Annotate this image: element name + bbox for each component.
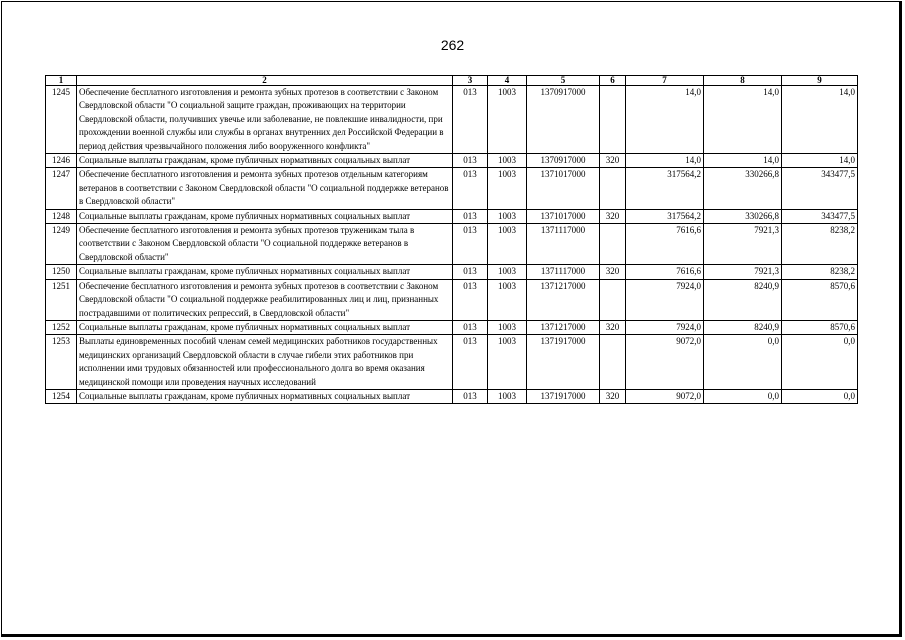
- expense-type-cell: 320: [600, 320, 626, 334]
- amount-year3-cell: 8238,2: [782, 224, 858, 265]
- target-article-cell: 1371917000: [527, 389, 600, 403]
- amount-year1-cell: 9072,0: [626, 335, 704, 390]
- table-row: [46, 279, 858, 320]
- amount-year3-cell: 343477,5: [782, 209, 858, 223]
- expense-type-cell: 320: [600, 265, 626, 279]
- row-number-cell: 1245: [46, 86, 77, 154]
- section-code-cell: 1003: [488, 389, 527, 403]
- row-number-cell: 1252: [46, 320, 77, 334]
- ministry-code-cell: 013: [453, 86, 488, 154]
- row-number-cell: 1249: [46, 224, 77, 265]
- amount-year3-cell: 14,0: [782, 86, 858, 154]
- row-name-cell: Обеспечение бесплатного изготовления и ремонта зубных протезов в соответствии с Законом Свердловской области "О социальной поддержке реабилитированных лиц и лиц, признанных пострадавшими от политических репрессий, в Свердловской области": [77, 279, 453, 320]
- header-cell: 2: [77, 76, 453, 86]
- amount-year2-cell: 8240,9: [704, 279, 782, 320]
- target-article-cell: 1371117000: [527, 265, 600, 279]
- expense-type-cell: 320: [600, 154, 626, 168]
- row-number-cell: 1250: [46, 265, 77, 279]
- amount-year2-cell: 14,0: [704, 86, 782, 154]
- row-name-cell: Обеспечение бесплатного изготовления и ремонта зубных протезов отдельным категориям ветеранов в соответствии с Законом Свердловской области "О социальной поддержке ветеранов в Свердловской области": [77, 168, 453, 209]
- table-header-row: [46, 76, 858, 86]
- amount-year3-cell: 343477,5: [782, 168, 858, 209]
- expense-type-cell: 320: [600, 209, 626, 223]
- row-name-cell: Социальные выплаты гражданам, кроме публичных нормативных социальных выплат: [77, 154, 453, 168]
- expense-type-cell: [600, 279, 626, 320]
- header-cell: 5: [527, 76, 600, 86]
- ministry-code-cell: 013: [453, 389, 488, 403]
- row-number-cell: 1254: [46, 389, 77, 403]
- header-cell: 6: [600, 76, 626, 86]
- expense-type-cell: [600, 224, 626, 265]
- ministry-code-cell: 013: [453, 320, 488, 334]
- amount-year1-cell: 7616,6: [626, 224, 704, 265]
- target-article-cell: 1371017000: [527, 209, 600, 223]
- row-name-cell: Обеспечение бесплатного изготовления и ремонта зубных протезов труженикам тыла в соответствии с Законом Свердловской области "О социальной поддержке ветеранов в Свердловской области": [77, 224, 453, 265]
- table-row: [46, 224, 858, 265]
- amount-year2-cell: 7921,3: [704, 265, 782, 279]
- row-number-cell: 1251: [46, 279, 77, 320]
- target-article-cell: 1370917000: [527, 86, 600, 154]
- section-code-cell: 1003: [488, 154, 527, 168]
- ministry-code-cell: 013: [453, 279, 488, 320]
- ministry-code-cell: 013: [453, 154, 488, 168]
- row-number-cell: 1246: [46, 154, 77, 168]
- amount-year3-cell: 8238,2: [782, 265, 858, 279]
- ministry-code-cell: 013: [453, 168, 488, 209]
- target-article-cell: 1370917000: [527, 154, 600, 168]
- amount-year1-cell: 7924,0: [626, 279, 704, 320]
- row-name-cell: Выплаты единовременных пособий членам семей медицинских работников государственных медицинских организаций Свердловской области в случае гибели этих работников при исполнении ими трудовых обязанностей или профессионального долга во время оказания медицинской помощи или проведения научных исследований: [77, 335, 453, 390]
- amount-year2-cell: 0,0: [704, 389, 782, 403]
- section-code-cell: 1003: [488, 320, 527, 334]
- page-number: 262: [440, 37, 465, 53]
- section-code-cell: 1003: [488, 86, 527, 154]
- section-code-cell: 1003: [488, 279, 527, 320]
- row-number-cell: 1248: [46, 209, 77, 223]
- amount-year3-cell: 8570,6: [782, 320, 858, 334]
- ministry-code-cell: 013: [453, 224, 488, 265]
- row-number-cell: 1247: [46, 168, 77, 209]
- header-cell: 7: [626, 76, 704, 86]
- section-code-cell: 1003: [488, 168, 527, 209]
- amount-year2-cell: 330266,8: [704, 209, 782, 223]
- ministry-code-cell: 013: [453, 265, 488, 279]
- target-article-cell: 1371117000: [527, 224, 600, 265]
- expense-type-cell: [600, 86, 626, 154]
- row-name-cell: Социальные выплаты гражданам, кроме публичных нормативных социальных выплат: [77, 209, 453, 223]
- target-article-cell: 1371017000: [527, 168, 600, 209]
- section-code-cell: 1003: [488, 224, 527, 265]
- amount-year3-cell: 14,0: [782, 154, 858, 168]
- header-cell: 3: [453, 76, 488, 86]
- amount-year1-cell: 317564,2: [626, 209, 704, 223]
- row-name-cell: Обеспечение бесплатного изготовления и ремонта зубных протезов в соответствии с Законом Свердловской области "О социальной защите граждан, проживающих на территории Свердловской области, получивших увечье или заболевание, не повлекшие инвалидности, при прохождении военной службы или службы в органах внутренних дел Российской Федерации в период действия чрезвычайного положения либо вооруженного конфликта": [77, 86, 453, 154]
- row-name-cell: Социальные выплаты гражданам, кроме публичных нормативных социальных выплат: [77, 320, 453, 334]
- amount-year1-cell: 14,0: [626, 154, 704, 168]
- table-row: [46, 154, 858, 168]
- table-row: [46, 86, 858, 154]
- amount-year2-cell: 14,0: [704, 154, 782, 168]
- section-code-cell: 1003: [488, 209, 527, 223]
- amount-year2-cell: 0,0: [704, 335, 782, 390]
- table-row: [46, 265, 858, 279]
- table-row: [46, 389, 858, 403]
- table-row: [46, 320, 858, 334]
- amount-year2-cell: 7921,3: [704, 224, 782, 265]
- expense-type-cell: 320: [600, 389, 626, 403]
- header-cell: 1: [46, 76, 77, 86]
- header-cell: 8: [704, 76, 782, 86]
- section-code-cell: 1003: [488, 265, 527, 279]
- target-article-cell: 1371917000: [527, 335, 600, 390]
- amount-year1-cell: 7924,0: [626, 320, 704, 334]
- budget-table: [45, 75, 858, 404]
- row-name-cell: Социальные выплаты гражданам, кроме публичных нормативных социальных выплат: [77, 265, 453, 279]
- row-number-cell: 1253: [46, 335, 77, 390]
- ministry-code-cell: 013: [453, 209, 488, 223]
- amount-year2-cell: 330266,8: [704, 168, 782, 209]
- expense-type-cell: [600, 335, 626, 390]
- table-body: [46, 86, 858, 404]
- amount-year1-cell: 7616,6: [626, 265, 704, 279]
- header-cell: 4: [488, 76, 527, 86]
- amount-year1-cell: 317564,2: [626, 168, 704, 209]
- header-cell: 9: [782, 76, 858, 86]
- amount-year3-cell: 8570,6: [782, 279, 858, 320]
- table-row: [46, 209, 858, 223]
- amount-year2-cell: 8240,9: [704, 320, 782, 334]
- section-code-cell: 1003: [488, 335, 527, 390]
- amount-year1-cell: 9072,0: [626, 389, 704, 403]
- table-row: [46, 335, 858, 390]
- amount-year1-cell: 14,0: [626, 86, 704, 154]
- amount-year3-cell: 0,0: [782, 389, 858, 403]
- ministry-code-cell: 013: [453, 335, 488, 390]
- table-row: [46, 168, 858, 209]
- row-name-cell: Социальные выплаты гражданам, кроме публичных нормативных социальных выплат: [77, 389, 453, 403]
- target-article-cell: 1371217000: [527, 279, 600, 320]
- expense-type-cell: [600, 168, 626, 209]
- amount-year3-cell: 0,0: [782, 335, 858, 390]
- target-article-cell: 1371217000: [527, 320, 600, 334]
